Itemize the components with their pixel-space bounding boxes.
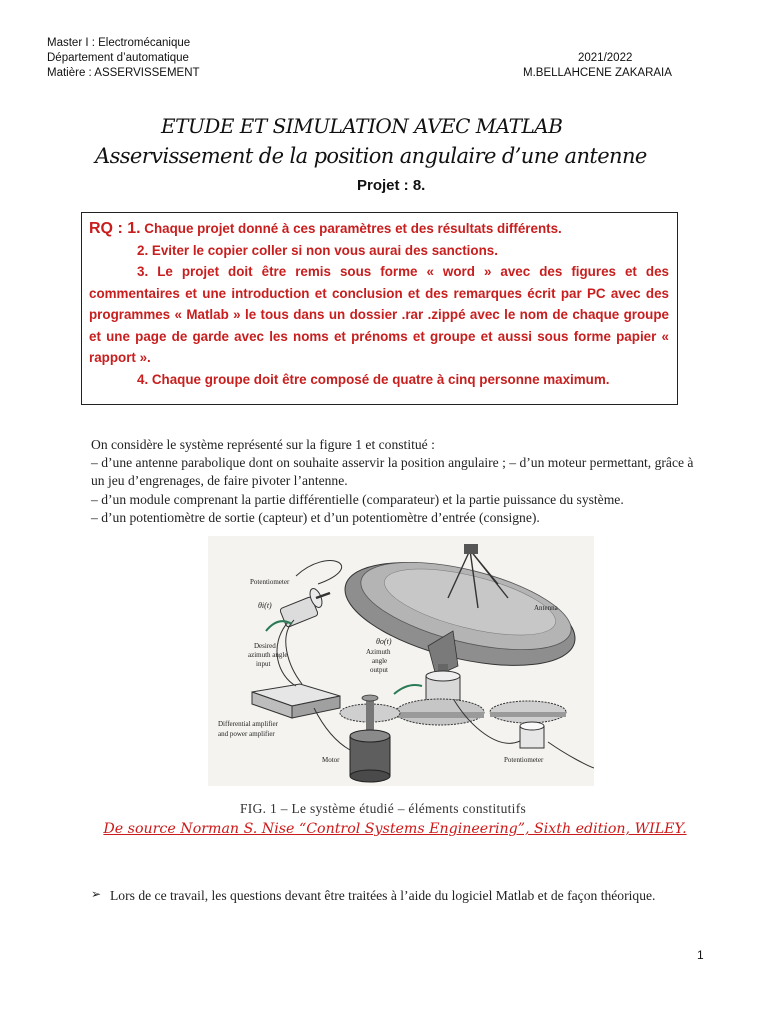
figure-source: De source Norman S. Nise “Control Systems Engineering”, Sixth edition, WILEY. [103, 821, 687, 837]
page-number: 1 [697, 948, 704, 962]
label-azimuth-2: angle [372, 657, 388, 665]
remark-3: 3. Le projet doit être remis sous forme « word » avec des figures et des commentaires et une introduction et conclusion et des remarques écrit par PC avec des programmes « Matlab » le tous dans un dossier .rar .zippé avec le nom de chaque groupe et une page de garde avec les noms et prénoms et groupe et aussi sous forme papier « rapport ». [89, 264, 669, 365]
output-rotation-arrow [394, 685, 422, 694]
header-subject: Matière : ASSERVISSEMENT [47, 67, 200, 79]
label-theta-i: θi(t) [258, 601, 272, 610]
motor [350, 730, 390, 782]
label-desired-1: Desired [254, 642, 276, 650]
remark-1 [89, 218, 669, 240]
main-title: ETUDE ET SIMULATION AVEC MATLAB [161, 114, 563, 138]
remark-label: RQ : 1. [89, 220, 141, 237]
intro-line-3: – d’un module comprenant la partie différentielle (comparateur) et la partie puissance du système. [91, 491, 624, 507]
remark-1-text: Chaque projet donné à ces paramètres et des résultats différents. [144, 221, 562, 236]
label-azimuth-3: output [370, 666, 388, 674]
label-potentiometer-top: Potentiometer [250, 578, 290, 586]
antenna-system-figure [208, 536, 594, 786]
amplifier-box [252, 684, 340, 718]
header-author: M.BELLAHCENE ZAKARAIA [523, 67, 672, 79]
label-motor: Motor [322, 756, 340, 764]
intro-line-1: On considère le système représenté sur la figure 1 et constitué : [91, 437, 435, 452]
sub-title: Asservissement de la position angulaire d’une antenne [95, 144, 647, 168]
label-theta-o: θo(t) [376, 637, 392, 646]
bullet-arrow-icon: ➢ [91, 887, 102, 901]
remark-2: 2. Eviter le copier coller si non vous aurai des sanctions. [137, 242, 498, 258]
intro-line-4: – d’un potentiomètre de sortie (capteur) et d’un potentiomètre d’entrée (consigne). [91, 509, 540, 525]
intro-text [91, 436, 706, 527]
figure-caption: FIG. 1 – Le système étudié – éléments constitutifs [240, 801, 527, 816]
label-diff-amp-1: Differential amplifier [218, 720, 278, 728]
header-department: Département d’automatique [47, 52, 189, 64]
bullet-text: Lors de ce travail, les questions devant être traitées à l’aide du logiciel Matlab et de façon théorique. [110, 888, 656, 903]
intro-line-2: – d’une antenne parabolique dont on souhaite asservir la position angulaire ; – d’un moteur permettant, grâce à un jeu d’engrenages, de faire pivoter l’antenne. [91, 455, 694, 489]
label-azimuth-1: Azimuth [366, 648, 391, 656]
header-year: 2021/2022 [578, 52, 633, 64]
header-program: Master I : Electromécanique [47, 37, 191, 49]
label-antenna: Antenna [534, 604, 558, 612]
antenna-system-illustration [208, 536, 594, 786]
label-diff-amp-2: and power amplifier [218, 730, 275, 738]
remarks-box [81, 212, 678, 405]
label-potentiometer-bottom: Potentiometer [504, 756, 544, 764]
label-desired-2: azimuth angle [248, 651, 288, 659]
label-desired-3: input [256, 660, 271, 668]
project-number: Projet : 8. [357, 177, 426, 194]
remark-4: 4. Chaque groupe doit être composé de quatre à cinq personne maximum. [137, 371, 610, 387]
